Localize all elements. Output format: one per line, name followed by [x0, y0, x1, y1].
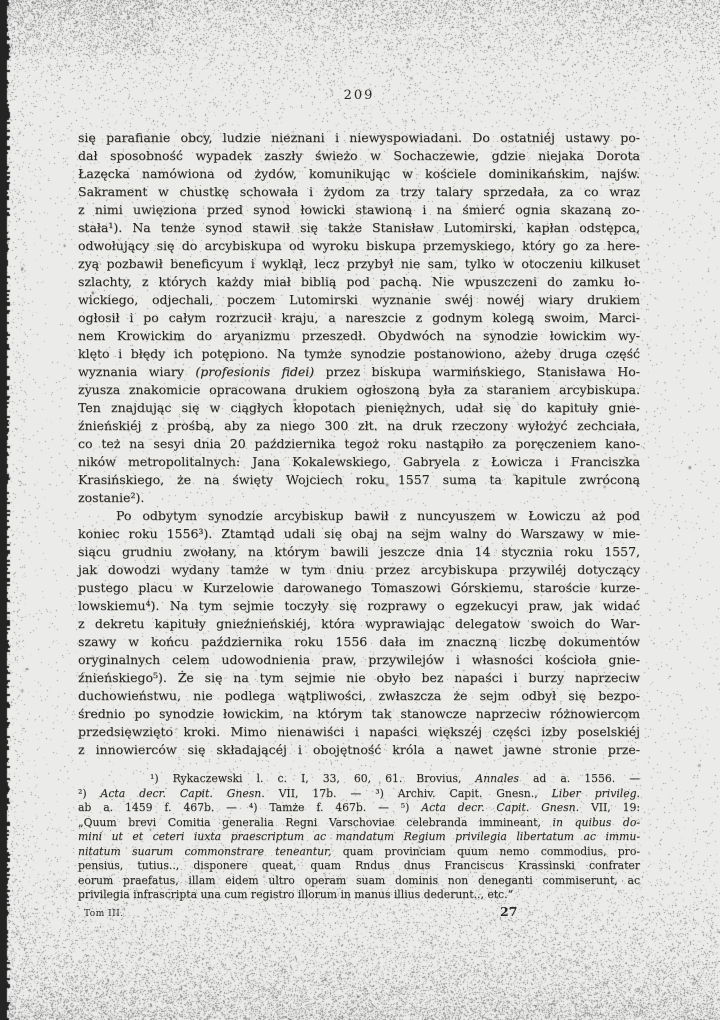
- body-line: zostanie²).: [78, 490, 145, 505]
- body-line: wyznania wiary (profesionis fidei) przez biskupa warmińskiego, Stanisława Ho-: [78, 364, 640, 379]
- footnotes: [78, 772, 640, 903]
- body-line: co też na sesyi dnia 20 października tegoż roku nastąpiło za poręczeniem kano-: [78, 436, 640, 451]
- body-line: koniec roku 1556³). Ztamtąd udali się obaj na sejm walny do Warszawy w mie-: [78, 526, 640, 541]
- body-line: Ten znajdując się w ciągłych kłopotach pieniężnych, udał się do kapituły gnie-: [78, 400, 640, 415]
- body-line: Sakrament w chustkę schowała i żydom za trzy talary sprzedała, za co wraz: [78, 184, 640, 199]
- footnote-line: ²) Acta decr. Capit. Gnesn. VII, 17b. — ³) Archiv. Capit. Gnesn., Liber privileg.: [78, 786, 640, 800]
- body-line: jak dowodzi wydany tamże w tym dniu przez arcybiskupa przywiléj dotyczący: [78, 562, 640, 577]
- body-line: źnieńskiéj z prośbą, aby za niego 300 złt. na druk rzeczony wyłożyć zechciała,: [78, 418, 640, 433]
- body-line: ników metropolitalnych: Jana Kokalewskiego, Gabryela z Łowicza i Franciszka: [78, 454, 640, 469]
- body-line: szawy w końcu października roku 1556 dała im znaczną liczbę dokumentów: [78, 634, 640, 649]
- body-line: dał sposobność wypadek zaszły świeżo w Sochaczewie, gdzie niejaka Dorota: [78, 148, 640, 163]
- paragraph: [78, 129, 640, 507]
- body-line: pustego placu w Kurzelowie darowanego Tomaszowi Górskiemu, staroście kurze-: [78, 580, 640, 595]
- body-line: oryginalnych celem udowodnienia praw, przywilejów i własności kościoła gnie-: [78, 652, 640, 667]
- body-line: z nimi uwięziona przed synod łowicki stawioną i na śmierć ognia skazaną zo-: [78, 202, 640, 217]
- body-line: ogłosił i po całym rozrzucił kraju, a nareszcie z godnym kolegą swoim, Marci-: [78, 310, 640, 325]
- body-text: [78, 129, 640, 759]
- body-line: zyusza znakomicie opracowana drukiem ogłoszoną była za staraniem arcybiskupa.: [78, 382, 640, 397]
- footnote-line: eorum praefatus, illam eidem ultro operam suam dominis non deneganti commiserunt, ac: [78, 873, 640, 887]
- body-line: źnieńskiego⁵). Że się na tym sejmie nie obyło bez napaści i burzy naprzeciw: [78, 670, 640, 685]
- body-line: stała¹). Na tenże synod stawił się także Stanisław Lutomirski, kapłan odstępca,: [78, 220, 640, 235]
- paragraph: [78, 507, 640, 759]
- body-line: wickiego, odjechali, poczem Lutomirski wyznanie swéj nowéj wiary drukiem: [78, 292, 640, 307]
- page-number: 209: [343, 88, 375, 103]
- footnote-line: ¹) Rykaczewski l. c. I, 33, 60, 61. Brovius, Annales ad a. 1556. —: [150, 772, 641, 785]
- footnote-line: ab a. 1459 f. 467b. — ⁴) Tamże f. 467b. — ⁵) Acta decr. Capit. Gnesn. VII, 19:: [78, 801, 640, 814]
- footnote-line: pensius, tutius.., disponere queat, quam Rndus dnus Franciscus Krassinski confrater: [78, 859, 640, 872]
- body-line: klęto i błędy ich potępiono. Na tymże synodzie postanowiono, ażeby druga część: [78, 346, 640, 361]
- body-line: Łazęcka namówiona od żydów, komunikując w kościele dominikańskim, najśw.: [78, 166, 640, 181]
- footnote-line: mini ut et ceteri iuxta praescriptum ac mandatum Regium privilegia libertatum ac immu-: [78, 830, 640, 843]
- page-footer: [78, 904, 640, 922]
- body-line: Krasińskiego, że na święty Wojciech roku 1557 suma ta kapitule zwróconą: [78, 472, 640, 487]
- body-line: szlachty, z których każdy miał biblią pod pachą. Nie wpuszczeni do zamku ło-: [78, 274, 640, 289]
- body-line: średnio po synodzie łowickim, na którym tak stanowcze naprzeciw różnowiercom: [78, 706, 640, 721]
- body-line: duchowieństwu, nie podlega wątpliwości, zwłaszcza że sejm odbył się bezpo-: [78, 688, 640, 703]
- body-line: nem Krowickim do aryanizmu przeszedł. Obydwóch na synodzie łowickim wy-: [78, 328, 640, 343]
- body-line: lowskiemu⁴). Na tym sejmie toczyły się rozprawy o egzekucyi praw, jak widać: [78, 598, 640, 613]
- signature-number: 27: [500, 904, 518, 919]
- volume-label: Tom III.: [84, 909, 124, 919]
- footnote-line: „Quum brevi Comitia generalia Regni Varschoviae celebranda immineant, in quibus do-: [78, 815, 640, 829]
- body-line: siącu grudniu zwołany, na którym bawili jeszcze dnia 14 stycznia roku 1557,: [78, 544, 640, 559]
- footnote-line: nitatum suarum commonstrare teneantur, quam provinciam quum nemo commodius, pro-: [78, 844, 640, 858]
- body-line: zyą pozbawił beneficyum i wyklął, lecz przybył nie sam, tylko w otoczeniu kilkuset: [78, 256, 640, 271]
- body-line: z dekretu kapituły gnieźnieńskiéj, która wyprawiając delegatow swoich do War-: [78, 616, 640, 631]
- body-line: Po odbytym synodzie arcybiskup bawił z nuncyuszem w Łowiczu aż pod: [116, 508, 640, 523]
- footnote-line: privilegia infrascripta una cum registro illorum in manus illius dederunt.., etc.“: [78, 888, 514, 901]
- body-line: z innowierców się składającéj i obojętność króla a nawet jawne stronie prze-: [78, 742, 640, 757]
- body-line: odwołujący się do arcybiskupa od wyroku biskupa przemyskiego, który go za here-: [78, 238, 640, 253]
- body-line: przedsięwzięto kroki. Mimo nienawiści i napaści większéj części izby poselskiéj: [78, 724, 640, 739]
- body-line: się parafianie obcy, ludzie nieznani i niewyspowiadani. Do ostatniéj ustawy po-: [78, 130, 640, 145]
